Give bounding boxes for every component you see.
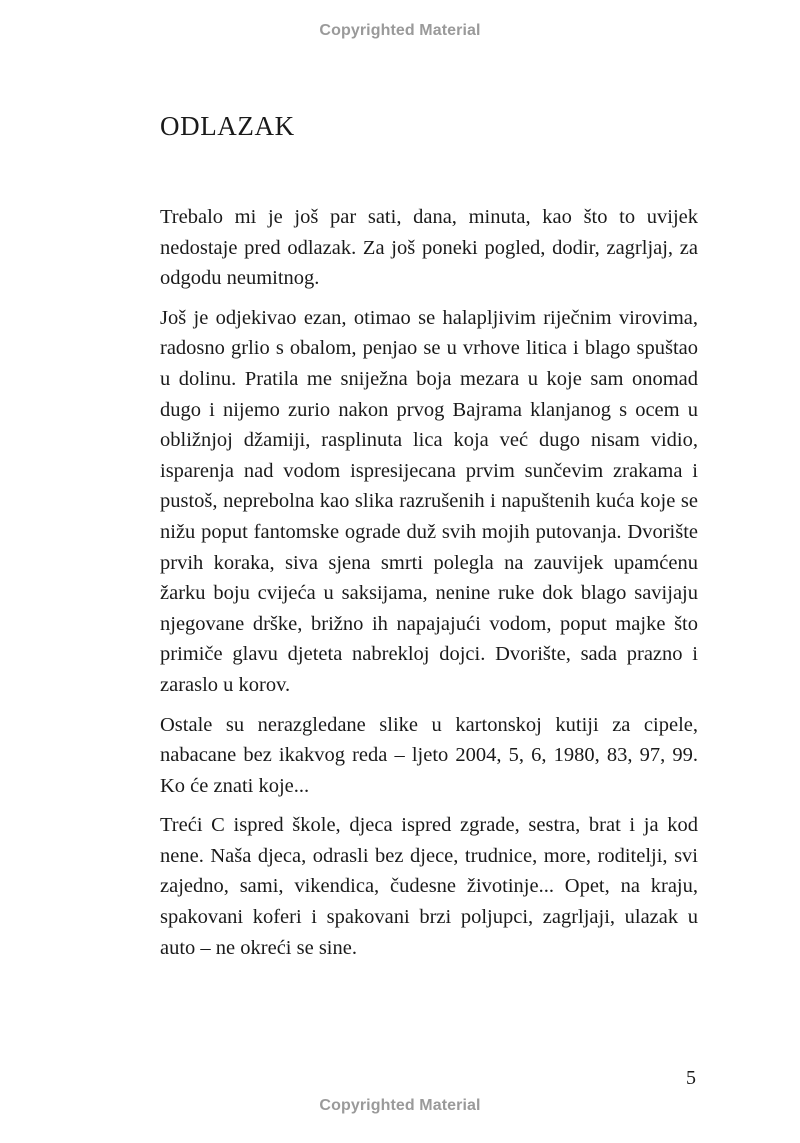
- body-text: [160, 202, 698, 972]
- paragraph: Još je odjekivao ezan, otimao se halapljivim riječnim virovima, radosno grlio s obalom, penjao se u vrhove litica i blago spuštao u dolinu. Pratila me sniježna boja mezara u koje sam onomad dugo i nijemo zurio nakon prvog Bajrama klanjanog s ocem u obližnjoj džamiji, rasplinuta lica koja već dugo nisam vidio, isparenja nad vodom ispresijecana prvim sunčevim zrakama i pustoš, neprebolna kao slika razrušenih i napuštenih kuća koje se nižu poput fantomske ograde duž svih mojih putovanja. Dvorište prvih koraka, siva sjena smrti polegla na zauvijek upamćenu žarku boju cvijeća u saksijama, nenine ruke dok blago savijaju njegovane drške, brižno ih napajajući vodom, poput majke što primiče glavu djeteta nabrekloj dojci. Dvorište, sada prazno i zaraslo u korov.: [160, 306, 698, 696]
- paragraph: Ostale su nerazgledane slike u kartonskoj kutiji za cipele, nabacane bez ikakvog reda – ljeto 2004, 5, 6, 1980, 83, 97, 99. Ko će znati koje...: [160, 713, 698, 797]
- copyright-watermark-top: Copyrighted Material: [319, 22, 481, 39]
- chapter-title: ODLAZAK: [160, 111, 295, 141]
- copyright-watermark-bottom: Copyrighted Material: [319, 1097, 481, 1114]
- paragraph: Trebalo mi je još par sati, dana, minuta, kao što to uvijek nedostaje pred odlazak. Za još poneki pogled, dodir, zagrljaj, za odgodu neumitnog.: [160, 206, 698, 290]
- paragraph: Treći C ispred škole, djeca ispred zgrade, sestra, brat i ja kod nene. Naša djeca, odrasli bez djece, trudnice, more, roditelji, svi zajedno, sami, vikendica, čudesne životinje... Opet, na kraju, spakovani koferi i spakovani brzi poljupci, zagrljaji, ulazak u auto – ne okreći se sine.: [160, 814, 698, 959]
- page-number: 5: [686, 1067, 696, 1089]
